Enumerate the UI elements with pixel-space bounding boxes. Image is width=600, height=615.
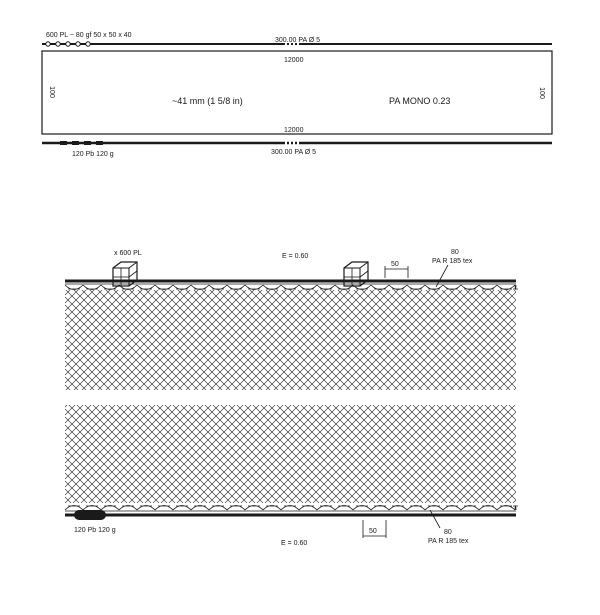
float-spacing-label: 50 <box>391 261 399 268</box>
depth-right-label: 100 <box>538 87 545 99</box>
selvedge-scallop-path <box>65 285 518 290</box>
selvedge-scallop-path <box>65 506 518 511</box>
twine-spec-bottom-label: PA R 185 tex <box>428 538 469 545</box>
sinker-weight <box>74 510 106 520</box>
mesh-size-label: ~41 mm (1 5/8 in) <box>172 96 243 106</box>
twine-leader-bottom <box>430 510 440 528</box>
float-spec-label: 600 PL ~ 80 gf 50 x 50 x 40 <box>46 32 132 39</box>
depth-left-label: 100 <box>48 86 55 98</box>
netting-material-label: PA MONO 0.23 <box>389 96 451 106</box>
twine-count-top-label: 80 <box>451 249 459 256</box>
headrope-label: 300.00 PA Ø 5 <box>275 37 321 44</box>
netting-mesh-lower <box>65 405 516 503</box>
float-count-label: x 600 PL <box>114 250 142 257</box>
hanging-ratio-top-label: E = 0.60 <box>282 253 309 260</box>
length-bottom-label: 12000 <box>284 127 304 134</box>
length-top-label: 12000 <box>284 57 304 64</box>
sinker-label-bottom: 120 Pb 120 g <box>74 527 116 534</box>
twine-count-bottom-label: 80 <box>444 529 452 536</box>
selvedge-scallops-top <box>65 285 518 290</box>
footrope-label: 300.00 PA Ø 5 <box>271 149 317 156</box>
twine-spec-top-label: PA R 185 tex <box>432 258 473 265</box>
selvedge-scallops-bottom <box>65 506 518 511</box>
top-schematic <box>42 32 552 158</box>
sinker-label-top: 120 Pb 120 g <box>72 151 114 158</box>
netting-mesh-upper <box>65 290 516 390</box>
footrope <box>42 141 552 145</box>
sinker-spacing-label: 50 <box>369 528 377 535</box>
net-illustration <box>65 249 518 547</box>
hanging-ratio-bottom-label: E = 0.60 <box>281 540 308 547</box>
